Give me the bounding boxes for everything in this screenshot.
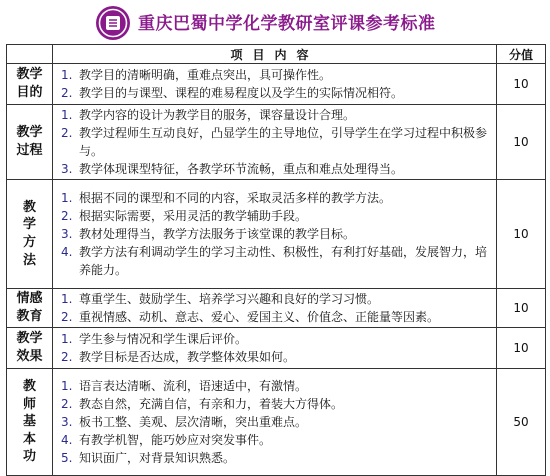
item-number: 1. bbox=[61, 68, 73, 82]
list-item bbox=[61, 124, 492, 160]
category-char: 情感 bbox=[16, 291, 43, 307]
item-number: 1. bbox=[61, 292, 73, 306]
item-text: 语言表达清晰、流利，语速适中，有激情。 bbox=[79, 379, 308, 393]
list-item bbox=[61, 377, 492, 395]
item-number: 1. bbox=[61, 108, 73, 122]
table-row bbox=[7, 328, 546, 369]
item-number: 1. bbox=[61, 379, 73, 393]
category-char: 过程 bbox=[16, 143, 43, 158]
item-text: 学生参与情况和学生课后评价。 bbox=[79, 332, 248, 346]
item-text: 根据实际需要，采用灵活的教学辅助手段。 bbox=[79, 209, 308, 223]
table-row bbox=[7, 105, 546, 180]
row-items bbox=[53, 64, 497, 105]
item-number: 3. bbox=[61, 162, 73, 176]
list-item bbox=[61, 308, 492, 326]
row-items bbox=[53, 180, 497, 289]
document-header bbox=[0, 0, 550, 46]
category-char: 教 bbox=[22, 199, 36, 215]
item-list bbox=[53, 105, 496, 179]
item-number: 2. bbox=[61, 397, 73, 411]
evaluation-table bbox=[6, 44, 546, 476]
row-category bbox=[7, 180, 53, 289]
item-text: 教学目的与课型、课程的难易程度以及学生的实际情况相符。 bbox=[79, 86, 404, 100]
table-row bbox=[7, 289, 546, 328]
list-item bbox=[61, 66, 492, 84]
category-char: 教育 bbox=[16, 309, 43, 324]
list-item bbox=[61, 449, 492, 467]
item-number: 2. bbox=[61, 350, 73, 364]
header-spacer bbox=[7, 45, 53, 64]
row-items bbox=[53, 328, 497, 369]
item-number: 4. bbox=[61, 433, 73, 447]
row-category bbox=[7, 328, 53, 369]
category-char: 基 bbox=[22, 414, 36, 430]
category-char: 本 bbox=[22, 431, 36, 447]
item-number: 2. bbox=[61, 86, 73, 100]
item-number: 1. bbox=[61, 332, 73, 346]
item-number: 4. bbox=[61, 245, 73, 259]
item-list bbox=[53, 376, 496, 468]
row-category bbox=[7, 64, 53, 105]
item-text: 教材处理得当，教学方法服务于该堂课的教学目标。 bbox=[79, 227, 356, 241]
item-number: 3. bbox=[61, 415, 73, 429]
item-text: 有教学机智，能巧妙应对突发事件。 bbox=[79, 433, 272, 447]
item-text: 根据不同的课型和不同的内容，采取灵活多样的教学方法。 bbox=[79, 191, 392, 205]
table-header-row bbox=[7, 45, 546, 64]
list-item bbox=[61, 290, 492, 308]
item-number: 3. bbox=[61, 227, 73, 241]
item-text: 知识面广，对背景知识熟悉。 bbox=[79, 451, 236, 465]
item-number: 5. bbox=[61, 451, 73, 465]
item-list bbox=[53, 289, 496, 327]
item-list bbox=[53, 329, 496, 367]
row-score: 10 bbox=[497, 289, 546, 328]
item-text: 教学体现课型特征，各教学环节流畅，重点和难点处理得当。 bbox=[79, 162, 404, 176]
header-content: 项目内容 bbox=[53, 45, 497, 64]
header-score: 分值 bbox=[497, 45, 546, 64]
school-seal-icon bbox=[95, 5, 131, 41]
table-row bbox=[7, 369, 546, 476]
category-char: 师 bbox=[22, 396, 36, 412]
list-item bbox=[61, 243, 492, 279]
category-char: 学 bbox=[22, 217, 36, 233]
list-item bbox=[61, 431, 492, 449]
list-item bbox=[61, 160, 492, 178]
row-items bbox=[53, 105, 497, 180]
item-list bbox=[53, 65, 496, 103]
category-char: 方 bbox=[22, 235, 36, 250]
item-text: 重视情感、动机、意志、爱心、爱国主义、价值念、正能量等因素。 bbox=[79, 310, 440, 324]
row-category bbox=[7, 369, 53, 476]
row-score: 10 bbox=[497, 64, 546, 105]
row-category bbox=[7, 289, 53, 328]
table-body bbox=[7, 64, 546, 476]
category-char: 教学 bbox=[16, 125, 43, 141]
item-text: 教态自然，充满自信，有亲和力，着装大方得体。 bbox=[79, 397, 344, 411]
table-row bbox=[7, 64, 546, 105]
list-item bbox=[61, 207, 492, 225]
item-number: 2. bbox=[61, 126, 73, 140]
item-number: 1. bbox=[61, 191, 73, 205]
row-score: 10 bbox=[497, 180, 546, 289]
item-text: 教学目标是否达成，教学整体效果如何。 bbox=[79, 350, 296, 364]
list-item bbox=[61, 413, 492, 431]
row-items bbox=[53, 289, 497, 328]
row-items bbox=[53, 369, 497, 476]
category-char: 法 bbox=[22, 252, 36, 268]
category-char: 教 bbox=[22, 379, 36, 395]
item-text: 教学方法有利调动学生的学习主动性、积极性，有利打好基础，发展智力，培养能力。 bbox=[79, 245, 488, 277]
item-list bbox=[53, 188, 496, 280]
item-text: 教学内容的设计为教学目的服务，课容量设计合理。 bbox=[79, 108, 356, 122]
item-text: 尊重学生、鼓励学生、培养学习兴趣和良好的学习习惯。 bbox=[79, 292, 380, 306]
list-item bbox=[61, 225, 492, 243]
item-number: 2. bbox=[61, 310, 73, 324]
row-score: 10 bbox=[497, 328, 546, 369]
item-text: 教学过程师生互动良好，凸显学生的主导地位，引导学生在学习过程中积极参与。 bbox=[79, 126, 488, 158]
list-item bbox=[61, 330, 492, 348]
table-row bbox=[7, 180, 546, 289]
category-char: 效果 bbox=[16, 349, 43, 364]
list-item bbox=[61, 189, 492, 207]
list-item bbox=[61, 106, 492, 124]
list-item bbox=[61, 395, 492, 413]
document-title: 重庆巴蜀中学化学教研室评课参考标准 bbox=[138, 14, 436, 34]
category-char: 教学 bbox=[16, 67, 43, 83]
category-char: 功 bbox=[22, 449, 36, 465]
row-score: 10 bbox=[497, 105, 546, 180]
item-text: 板书工整、美观、层次清晰，突出重难点。 bbox=[79, 415, 308, 429]
item-text: 教学目的清晰明确，重难点突出，具可操作性。 bbox=[79, 68, 332, 82]
list-item bbox=[61, 348, 492, 366]
list-item bbox=[61, 84, 492, 102]
category-char: 目的 bbox=[16, 85, 43, 100]
item-number: 2. bbox=[61, 209, 73, 223]
row-score: 50 bbox=[497, 369, 546, 476]
category-char: 教学 bbox=[16, 331, 43, 347]
row-category bbox=[7, 105, 53, 180]
